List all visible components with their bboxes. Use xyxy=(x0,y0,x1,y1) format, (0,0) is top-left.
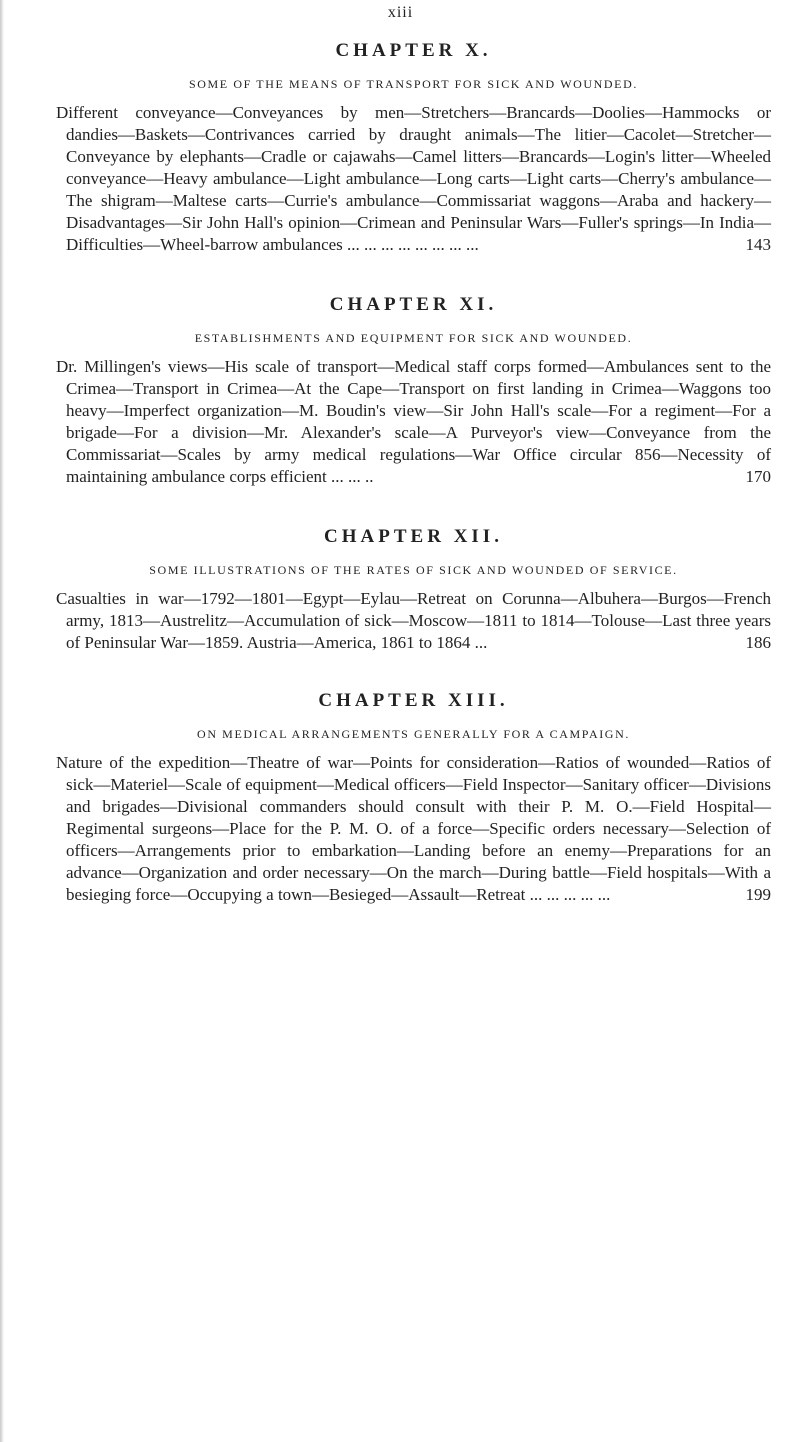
chapter-xii xyxy=(56,526,771,654)
chapter-subtitle: SOME ILLUSTRATIONS OF THE RATES OF SICK AND WOUNDED OF SERVICE. xyxy=(149,563,678,577)
chapter-xiii xyxy=(56,690,771,906)
chapter-summary xyxy=(56,356,771,488)
chapter-title: CHAPTER XI. xyxy=(329,294,498,315)
page-number: xiii xyxy=(387,4,414,21)
chapter-subtitle: SOME OF THE MEANS OF TRANSPORT FOR SICK AND WOUNDED. xyxy=(189,77,638,91)
page-reference: 186 xyxy=(745,633,771,652)
summary-text: Different conveyance—Conveyances by men—Stretchers—Brancards—Doolies—Hammocks or dandies—Baskets—Contrivances carried by draught animals—The litier—Cacolet—Stretcher—Conveyance by elephants—Cradle or cajawahs—Camel litters—Brancards—Login's litter—Wheeled conveyance—Heavy ambulance—Light ambulance—Long carts—Light carts—Cherry's ambulance—The shigram—Maltese carts—Currie's ambulance—Commissariat waggons—Araba and hackery—Disadvantages—Sir John Hall's opinion—Crimean and Peninsular Wars—Fuller's springs—In India—Difficulties—Wheel-barrow ambulances ... ... ... ... ... ... ... ... xyxy=(56,103,771,254)
chapter-x xyxy=(56,40,771,256)
page-reference: 170 xyxy=(745,467,771,486)
chapter-xi xyxy=(56,294,771,488)
chapter-subtitle: ON MEDICAL ARRANGEMENTS GENERALLY FOR A CAMPAIGN. xyxy=(197,727,630,741)
summary-text: Nature of the expedition—Theatre of war—Points for consideration—Ratios of wounded—Ratios of sick—Materiel—Scale of equipment—Medical officers—Field Inspector—Sanitary officer—Divisions and brigades—Divisional commanders should consult with their P. M. O.—Field Hospital—Regimental surgeons—Place for the P. M. O. of a force—Specific orders necessary—Selection of officers—Arrangements prior to embarkation—Landing before an enemy—Preparations for an advance—Organization and order necessary—On the march—During battle—Field hospitals—With a besieging force—Occupying a town—Besieged—Assault—Retreat ... ... ... ... ... xyxy=(56,753,771,904)
chapter-summary xyxy=(56,752,771,906)
chapter-title: CHAPTER X. xyxy=(335,40,492,61)
chapter-title: CHAPTER XII. xyxy=(324,526,503,547)
chapter-summary xyxy=(56,102,771,256)
summary-text: Casualties in war—1792—1801—Egypt—Eylau—Retreat on Corunna—Albuhera—Burgos—French army, 1813—Austrelitz—Accumulation of sick—Moscow—1811 to 1814—Tolouse—Last three years of Peninsular War—1859. Austria—America, 1861 to 1864 ... xyxy=(56,589,771,652)
summary-text: Dr. Millingen's views—His scale of transport—Medical staff corps formed—Ambulances sent to the Crimea—Transport in Crimea—At the Cape—Transport on first landing in Crimea—Waggons too heavy—Imperfect organization—M. Boudin's view—Sir John Hall's scale—For a regiment—For a brigade—For a division—Mr. Alexander's scale—A Purveyor's view—Conveyance from the Commissariat—Scales by army medical regulations—War Office circular 856—Necessity of maintaining ambulance corps efficient ... ... .. xyxy=(56,357,771,486)
table-of-contents xyxy=(56,40,771,906)
chapter-summary xyxy=(56,588,771,654)
page-reference: 199 xyxy=(745,885,771,904)
chapter-title: CHAPTER XIII. xyxy=(318,690,509,711)
page-reference: 143 xyxy=(745,235,771,254)
chapter-subtitle: ESTABLISHMENTS AND EQUIPMENT FOR SICK AND WOUNDED. xyxy=(194,331,633,345)
page-edge-shadow xyxy=(0,0,4,1442)
